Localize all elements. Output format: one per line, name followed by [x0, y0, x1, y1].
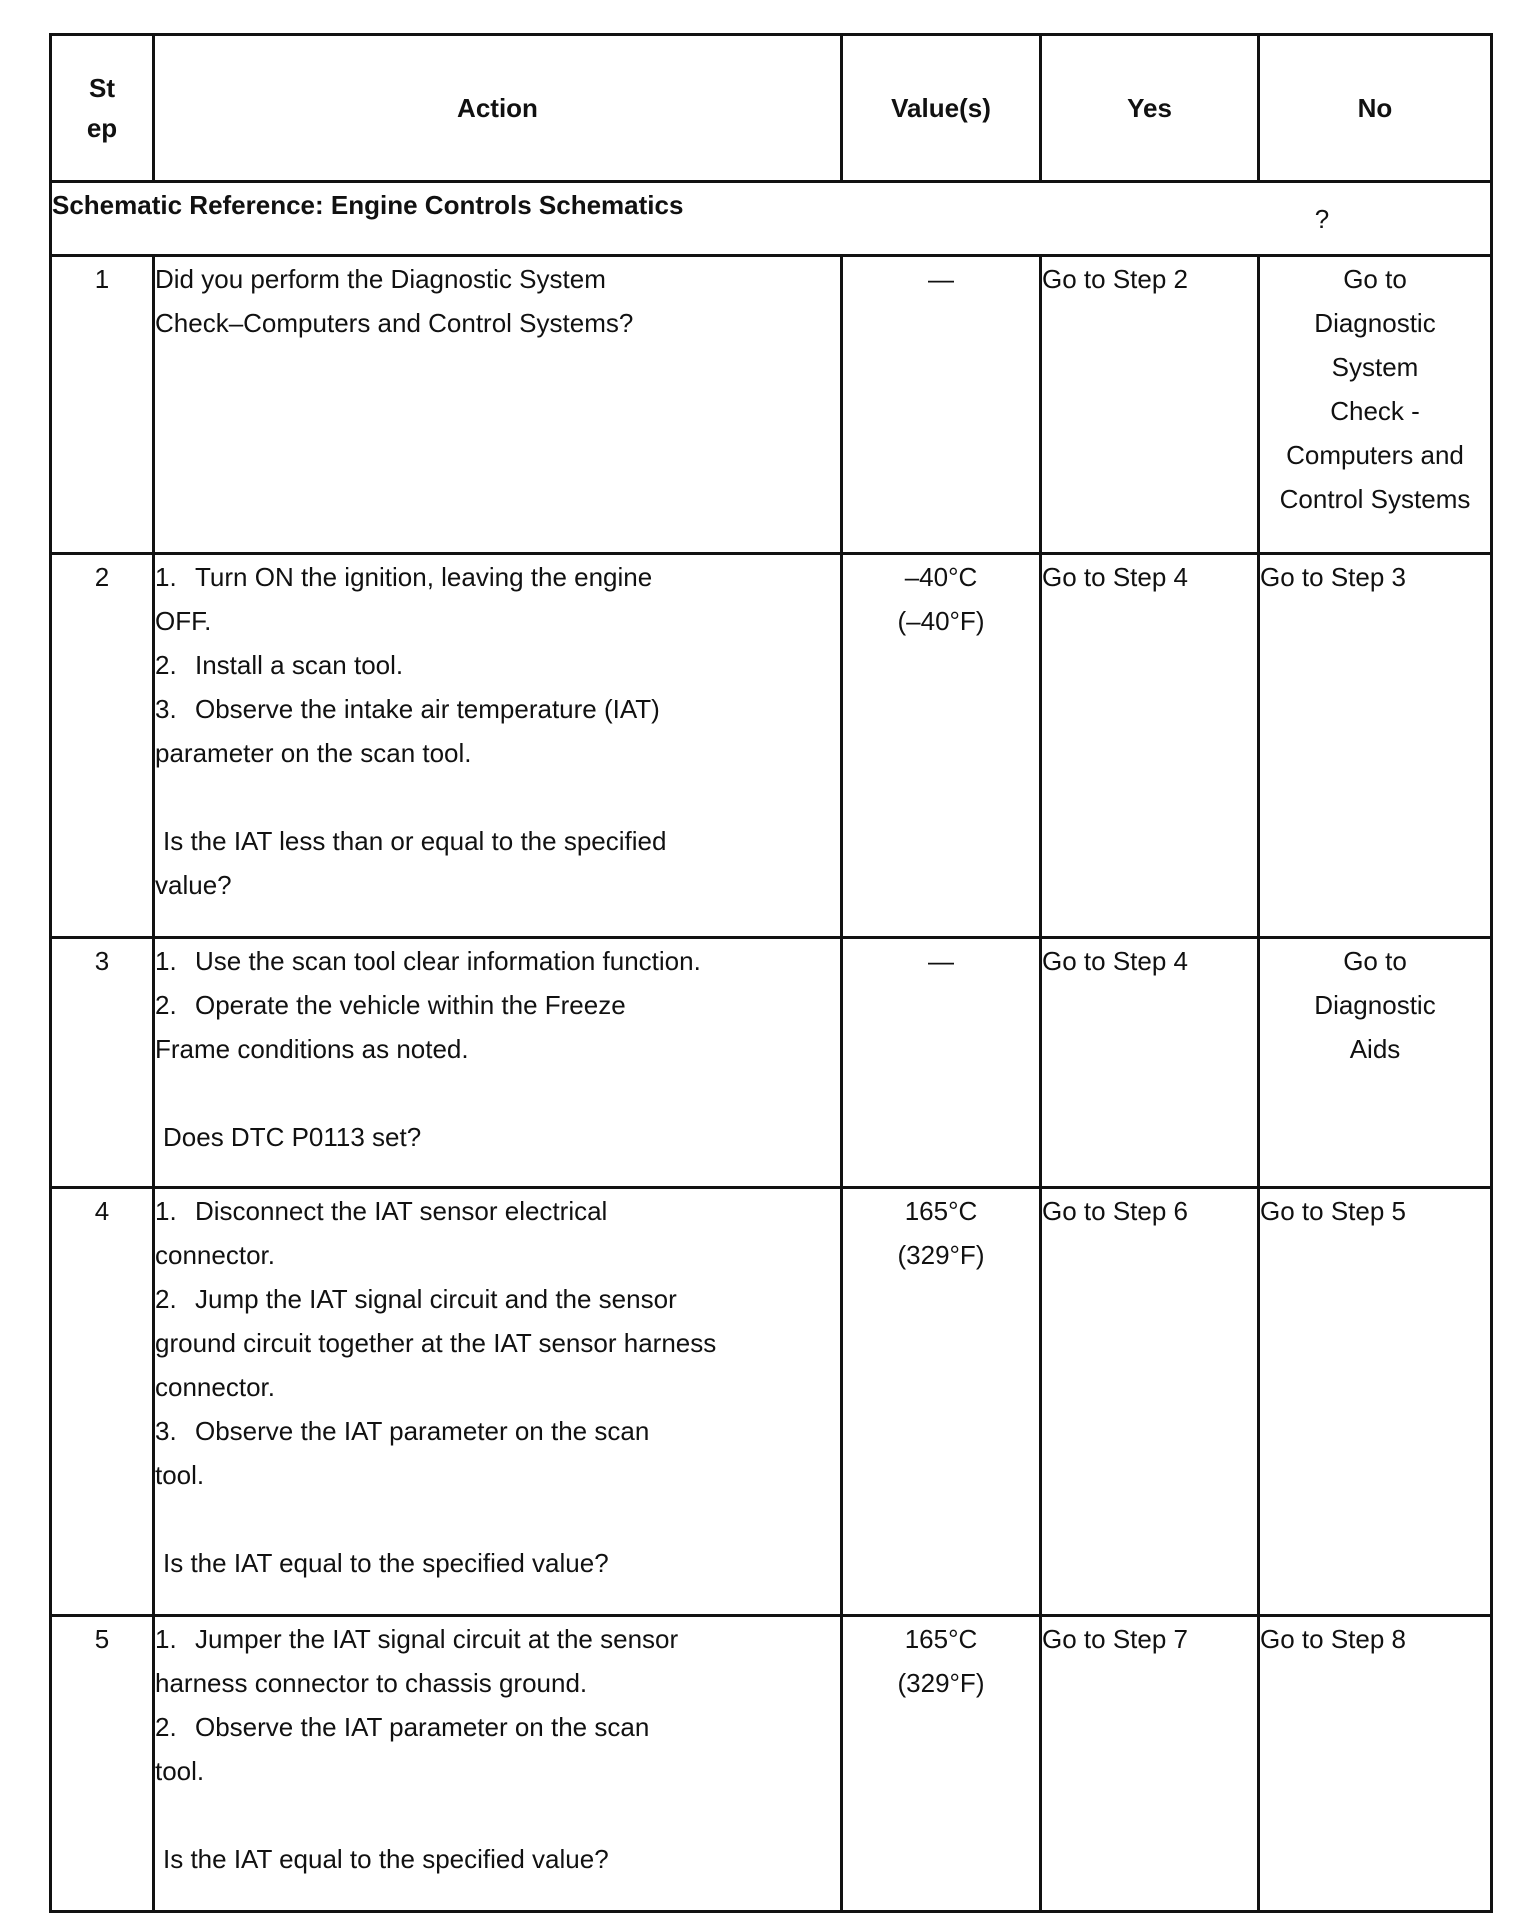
value-cell: — [842, 256, 1041, 554]
action-item: 1. Disconnect the IAT sensor electrical [155, 1196, 608, 1226]
action-item: 2. Operate the vehicle within the Freeze [155, 990, 626, 1020]
table-row [51, 1188, 1492, 1616]
value-text: (329°F) [897, 1240, 985, 1270]
header-action: Action [154, 35, 842, 182]
action-cell [154, 1188, 842, 1616]
action-cell [154, 256, 842, 554]
yes-cell: Go to Step 6 [1041, 1188, 1259, 1616]
action-text: Check–Computers and Control Systems? [155, 308, 634, 338]
action-item: 2. Observe the IAT parameter on the scan [155, 1712, 650, 1742]
action-text: connector. [155, 1240, 275, 1270]
action-item: 1. Use the scan tool clear information function. [155, 946, 701, 976]
no-cell: Go to Step 8 [1259, 1616, 1492, 1912]
no-text: Go to [1343, 264, 1407, 294]
value-cell [842, 1616, 1041, 1912]
action-question: Is the IAT equal to the specified value? [163, 1548, 609, 1578]
step-number: 4 [51, 1188, 154, 1616]
action-text: tool. [155, 1460, 205, 1490]
no-cell: Go to Step 5 [1259, 1188, 1492, 1616]
action-item: 3. Observe the intake air temperature (IAT) [155, 694, 660, 724]
action-text: connector. [155, 1372, 275, 1402]
action-question: Is the IAT less than or equal to the specified [163, 826, 667, 856]
yes-cell: Go to Step 2 [1041, 256, 1259, 554]
table-row [51, 938, 1492, 1188]
header-no: No [1259, 35, 1492, 182]
schematic-reference [51, 182, 1492, 256]
value-text: –40°C [904, 562, 978, 592]
value-cell: — [842, 938, 1041, 1188]
yes-cell: Go to Step 7 [1041, 1616, 1259, 1912]
value-cell [842, 554, 1041, 938]
table-row [51, 1616, 1492, 1912]
diagnostic-table [49, 33, 1493, 1913]
value-text: (329°F) [897, 1668, 985, 1698]
no-text: Diagnostic [1314, 990, 1436, 1020]
action-text: Did you perform the Diagnostic System [155, 264, 606, 294]
action-text: tool. [155, 1756, 205, 1786]
no-cell [1259, 256, 1492, 554]
action-question: Does DTC P0113 set? [163, 1122, 422, 1152]
action-text: OFF. [155, 606, 212, 636]
yes-cell: Go to Step 4 [1041, 554, 1259, 938]
action-item: 1. Jumper the IAT signal circuit at the sensor [155, 1624, 679, 1654]
table-row [51, 256, 1492, 554]
table-row [51, 554, 1492, 938]
step-number: 1 [51, 256, 154, 554]
header-row [51, 35, 1492, 182]
no-text: Computers and [1286, 440, 1464, 470]
action-text: parameter on the scan tool. [155, 738, 472, 768]
header-step: St ep [51, 35, 154, 182]
value-text: 165°C [904, 1624, 978, 1654]
action-text: Frame conditions as noted. [155, 1034, 469, 1064]
no-cell: Go to Step 3 [1259, 554, 1492, 938]
no-cell [1259, 938, 1492, 1188]
step-number: 3 [51, 938, 154, 1188]
schematic-row [51, 182, 1492, 256]
action-item: 2. Jump the IAT signal circuit and the sensor [155, 1284, 677, 1314]
action-item: 3. Observe the IAT parameter on the scan [155, 1416, 650, 1446]
action-cell [154, 938, 842, 1188]
header-yes: Yes [1041, 35, 1259, 182]
action-cell [154, 1616, 842, 1912]
step-number: 2 [51, 554, 154, 938]
value-text: 165°C [904, 1196, 978, 1226]
no-text: Diagnostic [1314, 308, 1436, 338]
action-item: 1. Turn ON the ignition, leaving the engine [155, 562, 653, 592]
yes-cell: Go to Step 4 [1041, 938, 1259, 1188]
no-text: Go to [1343, 946, 1407, 976]
value-cell [842, 1188, 1041, 1616]
action-text: ground circuit together at the IAT sensor harness [155, 1328, 717, 1358]
schematic-reference-symbol: ? [1314, 203, 1330, 234]
header-values: Value(s) [842, 35, 1041, 182]
value-text: (–40°F) [897, 606, 985, 636]
action-question: value? [155, 870, 232, 900]
no-text: Control Systems [1279, 484, 1471, 514]
action-item: 2. Install a scan tool. [155, 650, 404, 680]
schematic-reference-text: Schematic Reference: Engine Controls Schematics [52, 190, 684, 220]
no-text: Aids [1349, 1034, 1401, 1064]
no-text: System [1331, 352, 1419, 382]
step-number: 5 [51, 1616, 154, 1912]
action-question: Is the IAT equal to the specified value? [163, 1844, 609, 1874]
no-text: Check - [1330, 396, 1420, 426]
action-text: harness connector to chassis ground. [155, 1668, 588, 1698]
action-cell [154, 554, 842, 938]
